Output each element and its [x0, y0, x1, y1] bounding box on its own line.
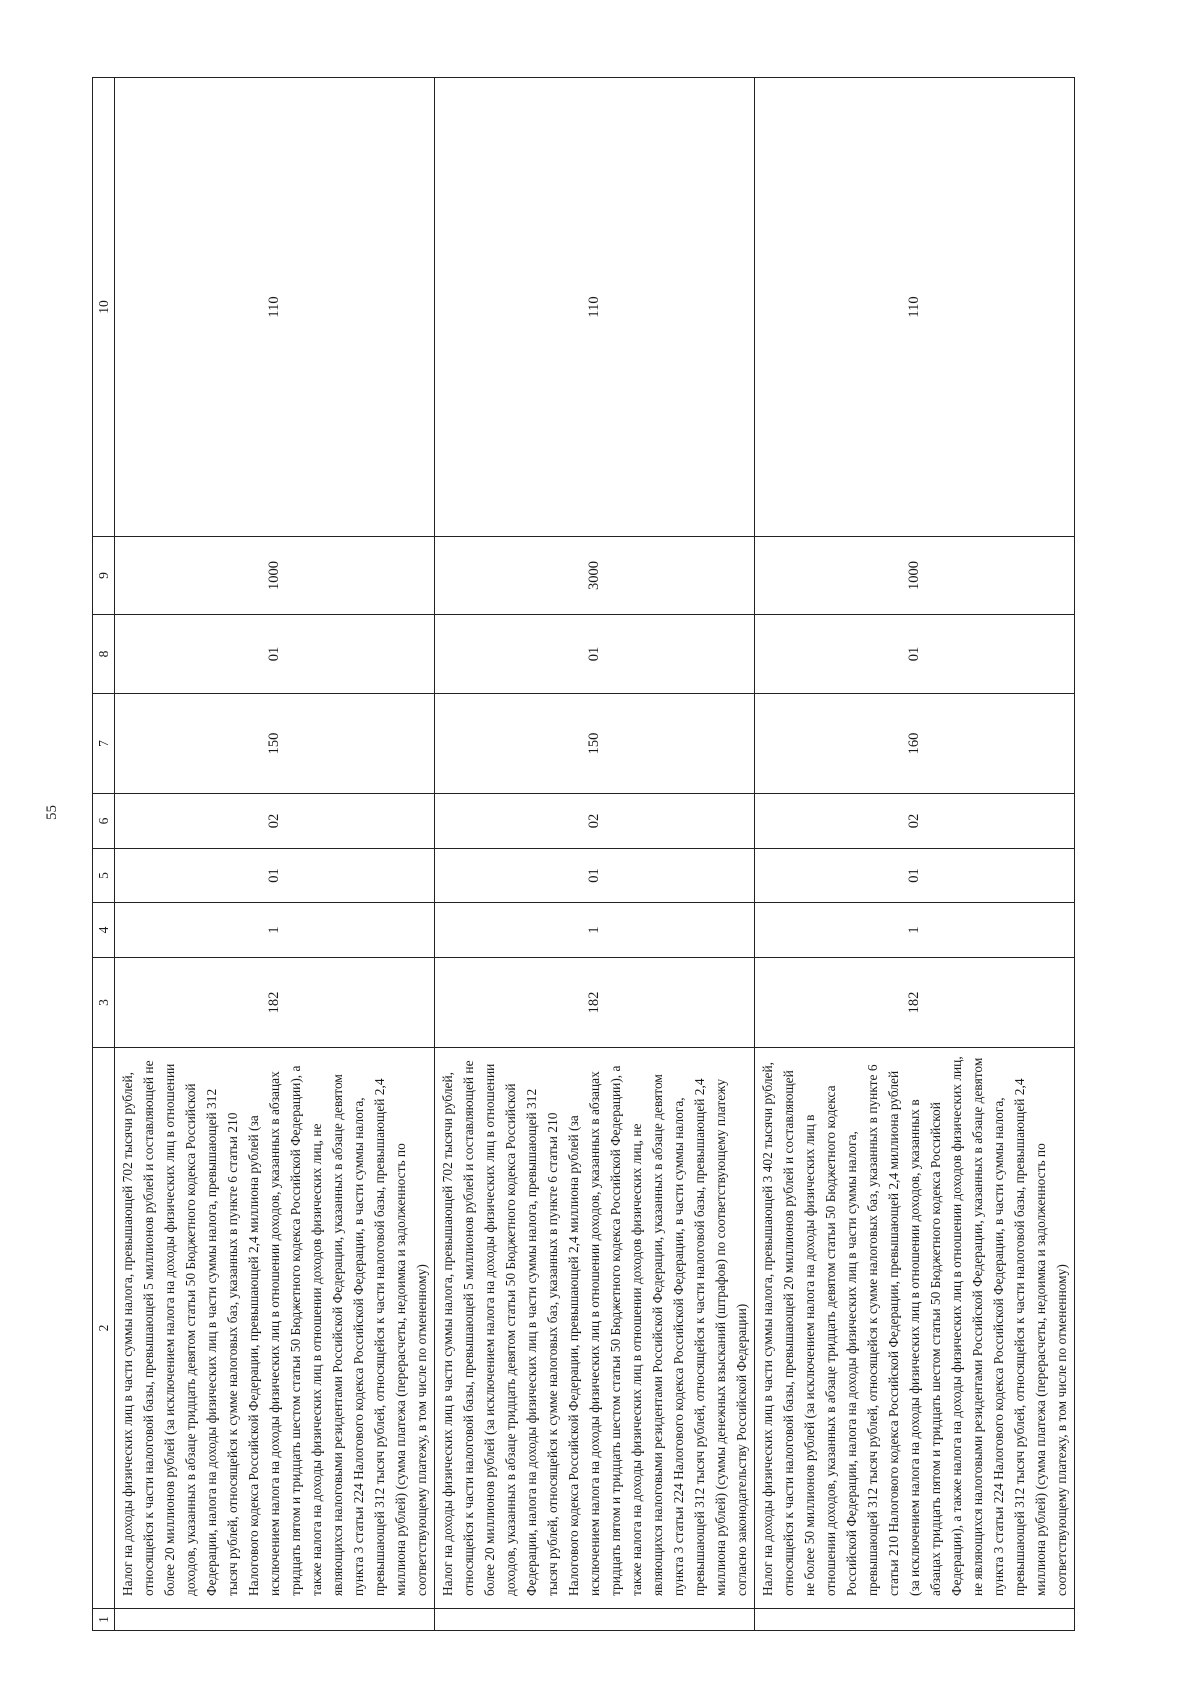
income-name-cell: Налог на доходы физических лиц в части суммы налога, превышающей 702 тысячи рублей, относящейся к части налоговой базы, превышающей 5 миллионов рублей и составляющей не более 20 миллионов рублей (за исключением налога на доходы физических лиц в отношении доходов, указанных в абзаце тридцать девятом статьи 50 Бюджетного кодекса Российской Федерации, налога на доходы физических лиц в части суммы налога, превышающей 312 тысяч рублей, относящейся к сумме налоговых баз, указанных в пункте 6 статьи 210 Налогового кодекса Российской Федерации, превышающей 2,4 миллиона рублей (за исключением налога на доходы физических лиц в отношении доходов, указанных в абзацах тридцать пятом и тридцать шестом статьи 50 Бюджетного кодекса Российской Федерации), а также налога на доходы физических лиц в отношении доходов физических лиц, не являющихся налоговыми резидентами Российской Федерации, указанных в абзаце девятом пункта 3 статьи 224 Налогового кодекса Российской Федерации, в части суммы налога, превышающей 312 тысяч рублей, относящейся к части налоговой базы, превышающей 2,4 миллиона рублей) (суммы денежных взысканий (штрафов) по соответствующему платежу согласно законодательству Российской Федерации) [435, 1048, 755, 1609]
column-header: 9 [93, 537, 115, 615]
subarticle-code-cell: 160 [755, 694, 1075, 794]
economic-code-cell: 110 [115, 78, 435, 537]
column-number-row [93, 78, 115, 1631]
economic-code-cell: 110 [755, 78, 1075, 537]
subgroup-code-cell: 01 [435, 849, 755, 903]
table-row [755, 78, 1075, 1631]
program-code-cell: 3000 [435, 537, 755, 615]
column-header: 6 [93, 794, 115, 849]
row-number-cell [435, 1609, 755, 1631]
column-header: 10 [93, 78, 115, 537]
column-header: 2 [93, 1048, 115, 1609]
subgroup-code-cell: 01 [115, 849, 435, 903]
article-code-cell: 02 [435, 794, 755, 849]
article-code-cell: 02 [755, 794, 1075, 849]
subarticle-code-cell: 150 [115, 694, 435, 794]
table-row [435, 78, 755, 1631]
column-header: 7 [93, 694, 115, 794]
admin-code-cell: 182 [755, 958, 1075, 1048]
column-header: 1 [93, 1609, 115, 1631]
group-code-cell: 1 [755, 903, 1075, 958]
column-header: 5 [93, 849, 115, 903]
income-name-cell: Налог на доходы физических лиц в части суммы налога, превышающей 3 402 тысячи рублей, относящейся к части налоговой базы, превышающей 20 миллионов рублей и составляющей не более 50 миллионов рублей (за исключением налога на доходы физических лиц в отношении доходов, указанных в абзаце тридцать девятом статьи 50 Бюджетного кодекса Российской Федерации, налога на доходы физических лиц в части суммы налога, превышающей 312 тысяч рублей, относящейся к сумме налоговых баз, указанных в пункте 6 статьи 210 Налогового кодекса Российской Федерации, превышающей 2,4 миллиона рублей (за исключением налога на доходы физических лиц в отношении доходов, указанных в абзацах тридцать пятом и тридцать шестом статьи 50 Бюджетного кодекса Российской Федерации), а также налога на доходы физических лиц в отношении доходов физических лиц, не являющихся налоговыми резидентами Российской Федерации, указанных в абзаце девятом пункта 3 статьи 224 Налогового кодекса Российской Федерации, в части суммы налога, превышающей 312 тысяч рублей, относящейся к части налоговой базы, превышающей 2,4 миллиона рублей) (сумма платежа (перерасчеты, недоимка и задолженность по соответствующему платежу, в том числе по отмененному) [755, 1048, 1075, 1609]
income-name-cell: Налог на доходы физических лиц в части суммы налога, превышающей 702 тысячи рублей, относящейся к части налоговой базы, превышающей 5 миллионов рублей и составляющей не более 20 миллионов рублей (за исключением налога на доходы физических лиц в отношении доходов, указанных в абзаце тридцать девятом статьи 50 Бюджетного кодекса Российской Федерации, налога на доходы физических лиц в части суммы налога, превышающей 312 тысяч рублей, относящейся к сумме налоговых баз, указанных в пункте 6 статьи 210 Налогового кодекса Российской Федерации, превышающей 2,4 миллиона рублей (за исключением налога на доходы физических лиц в отношении доходов, указанных в абзацах тридцать пятом и тридцать шестом статьи 50 Бюджетного кодекса Российской Федерации), а также налога на доходы физических лиц в отношении доходов физических лиц, не являющихся налоговыми резидентами Российской Федерации, указанных в абзаце девятом пункта 3 статьи 224 Налогового кодекса Российской Федерации, в части суммы налога, превышающей 312 тысяч рублей, относящейся к части налоговой базы, превышающей 2,4 миллиона рублей) (сумма платежа (перерасчеты, недоимка и задолженность по соответствующему платежу, в том числе по отмененному) [115, 1048, 435, 1609]
element-code-cell: 01 [755, 615, 1075, 694]
subarticle-code-cell: 150 [435, 694, 755, 794]
column-header: 4 [93, 903, 115, 958]
program-code-cell: 1000 [755, 537, 1075, 615]
program-code-cell: 1000 [115, 537, 435, 615]
group-code-cell: 1 [115, 903, 435, 958]
admin-code-cell: 182 [115, 958, 435, 1048]
economic-code-cell: 110 [435, 78, 755, 537]
group-code-cell: 1 [435, 903, 755, 958]
element-code-cell: 01 [435, 615, 755, 694]
subgroup-code-cell: 01 [755, 849, 1075, 903]
column-header: 8 [93, 615, 115, 694]
row-number-cell [115, 1609, 435, 1631]
admin-code-cell: 182 [435, 958, 755, 1048]
column-header: 3 [93, 958, 115, 1048]
table-row [115, 78, 435, 1631]
rotated-table-container [92, 78, 1069, 1631]
element-code-cell: 01 [115, 615, 435, 694]
row-number-cell [755, 1609, 1075, 1631]
page-number: 55 [44, 805, 60, 820]
budget-classification-table [92, 77, 1075, 1631]
article-code-cell: 02 [115, 794, 435, 849]
